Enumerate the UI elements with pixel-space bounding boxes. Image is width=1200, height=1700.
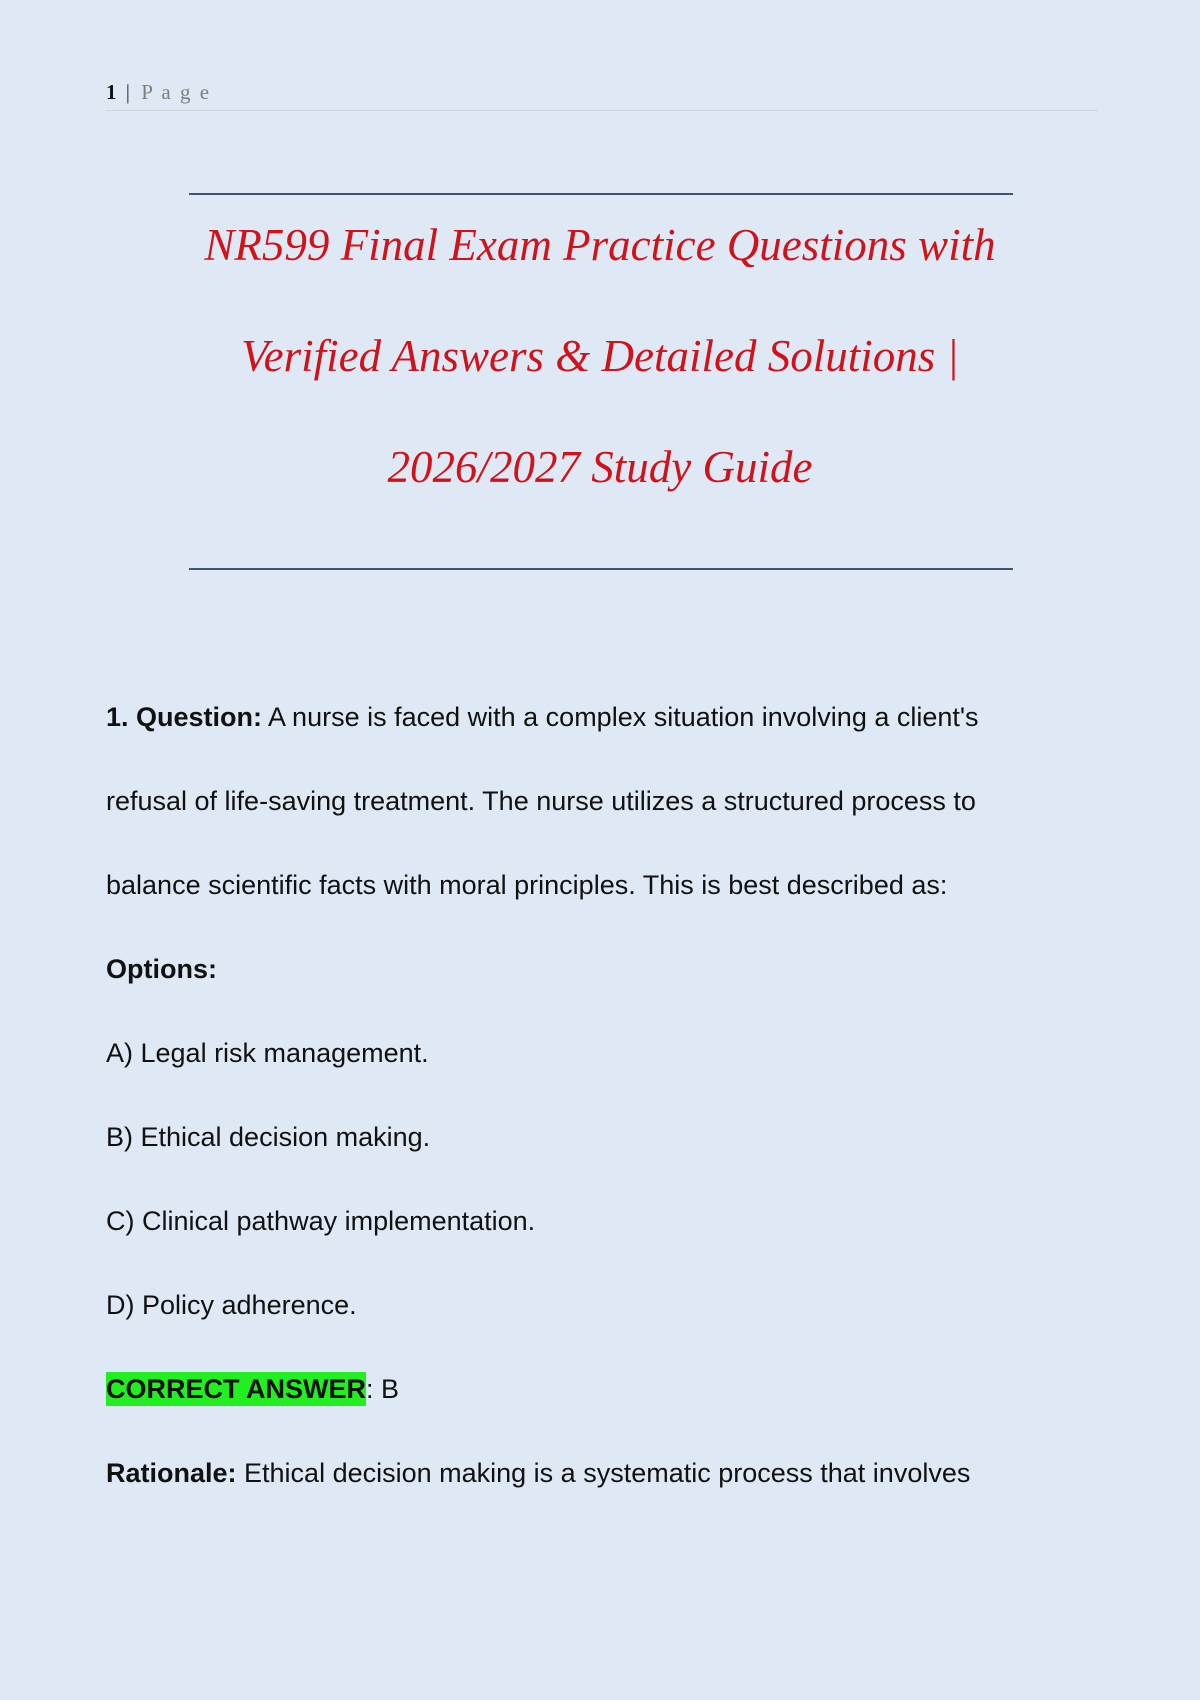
rationale-line: [106, 1431, 1066, 1515]
page-number: 1: [106, 80, 117, 104]
title-line: 2026/2027 Study Guide: [387, 442, 813, 492]
options-label: Options:: [106, 954, 217, 984]
question-line: [106, 675, 1066, 759]
question-line: refusal of life-saving treatment. The nurse utilizes a structured process to: [106, 786, 976, 816]
rationale-text: Ethical decision making is a systematic process that involves: [236, 1458, 971, 1488]
question-block: [106, 675, 1066, 1515]
correct-answer-line: [106, 1347, 1066, 1431]
question-line: balance scientific facts with moral principles. This is best described as:: [106, 870, 948, 900]
title-line: Verified Answers & Detailed Solutions |: [241, 331, 959, 381]
title-line: NR599 Final Exam Practice Questions with: [204, 220, 996, 270]
title-bottom-rule: [189, 568, 1013, 570]
document-title: [100, 200, 1100, 533]
rationale-label: Rationale:: [106, 1458, 237, 1488]
page-label: P a g e: [141, 80, 212, 104]
correct-answer-label: CORRECT ANSWER: [106, 1374, 366, 1404]
option-a: A) Legal risk management.: [106, 1038, 429, 1068]
option-b: B) Ethical decision making.: [106, 1122, 431, 1152]
correct-answer-value: : B: [366, 1374, 400, 1404]
question-text: A nurse is faced with a complex situation involving a client's: [262, 702, 979, 732]
option-d: D) Policy adherence.: [106, 1290, 357, 1320]
page-header: [106, 80, 1098, 111]
title-top-rule: [189, 193, 1013, 195]
option-c: C) Clinical pathway implementation.: [106, 1206, 536, 1236]
page-separator: |: [125, 80, 132, 104]
question-label: 1. Question:: [106, 702, 263, 732]
